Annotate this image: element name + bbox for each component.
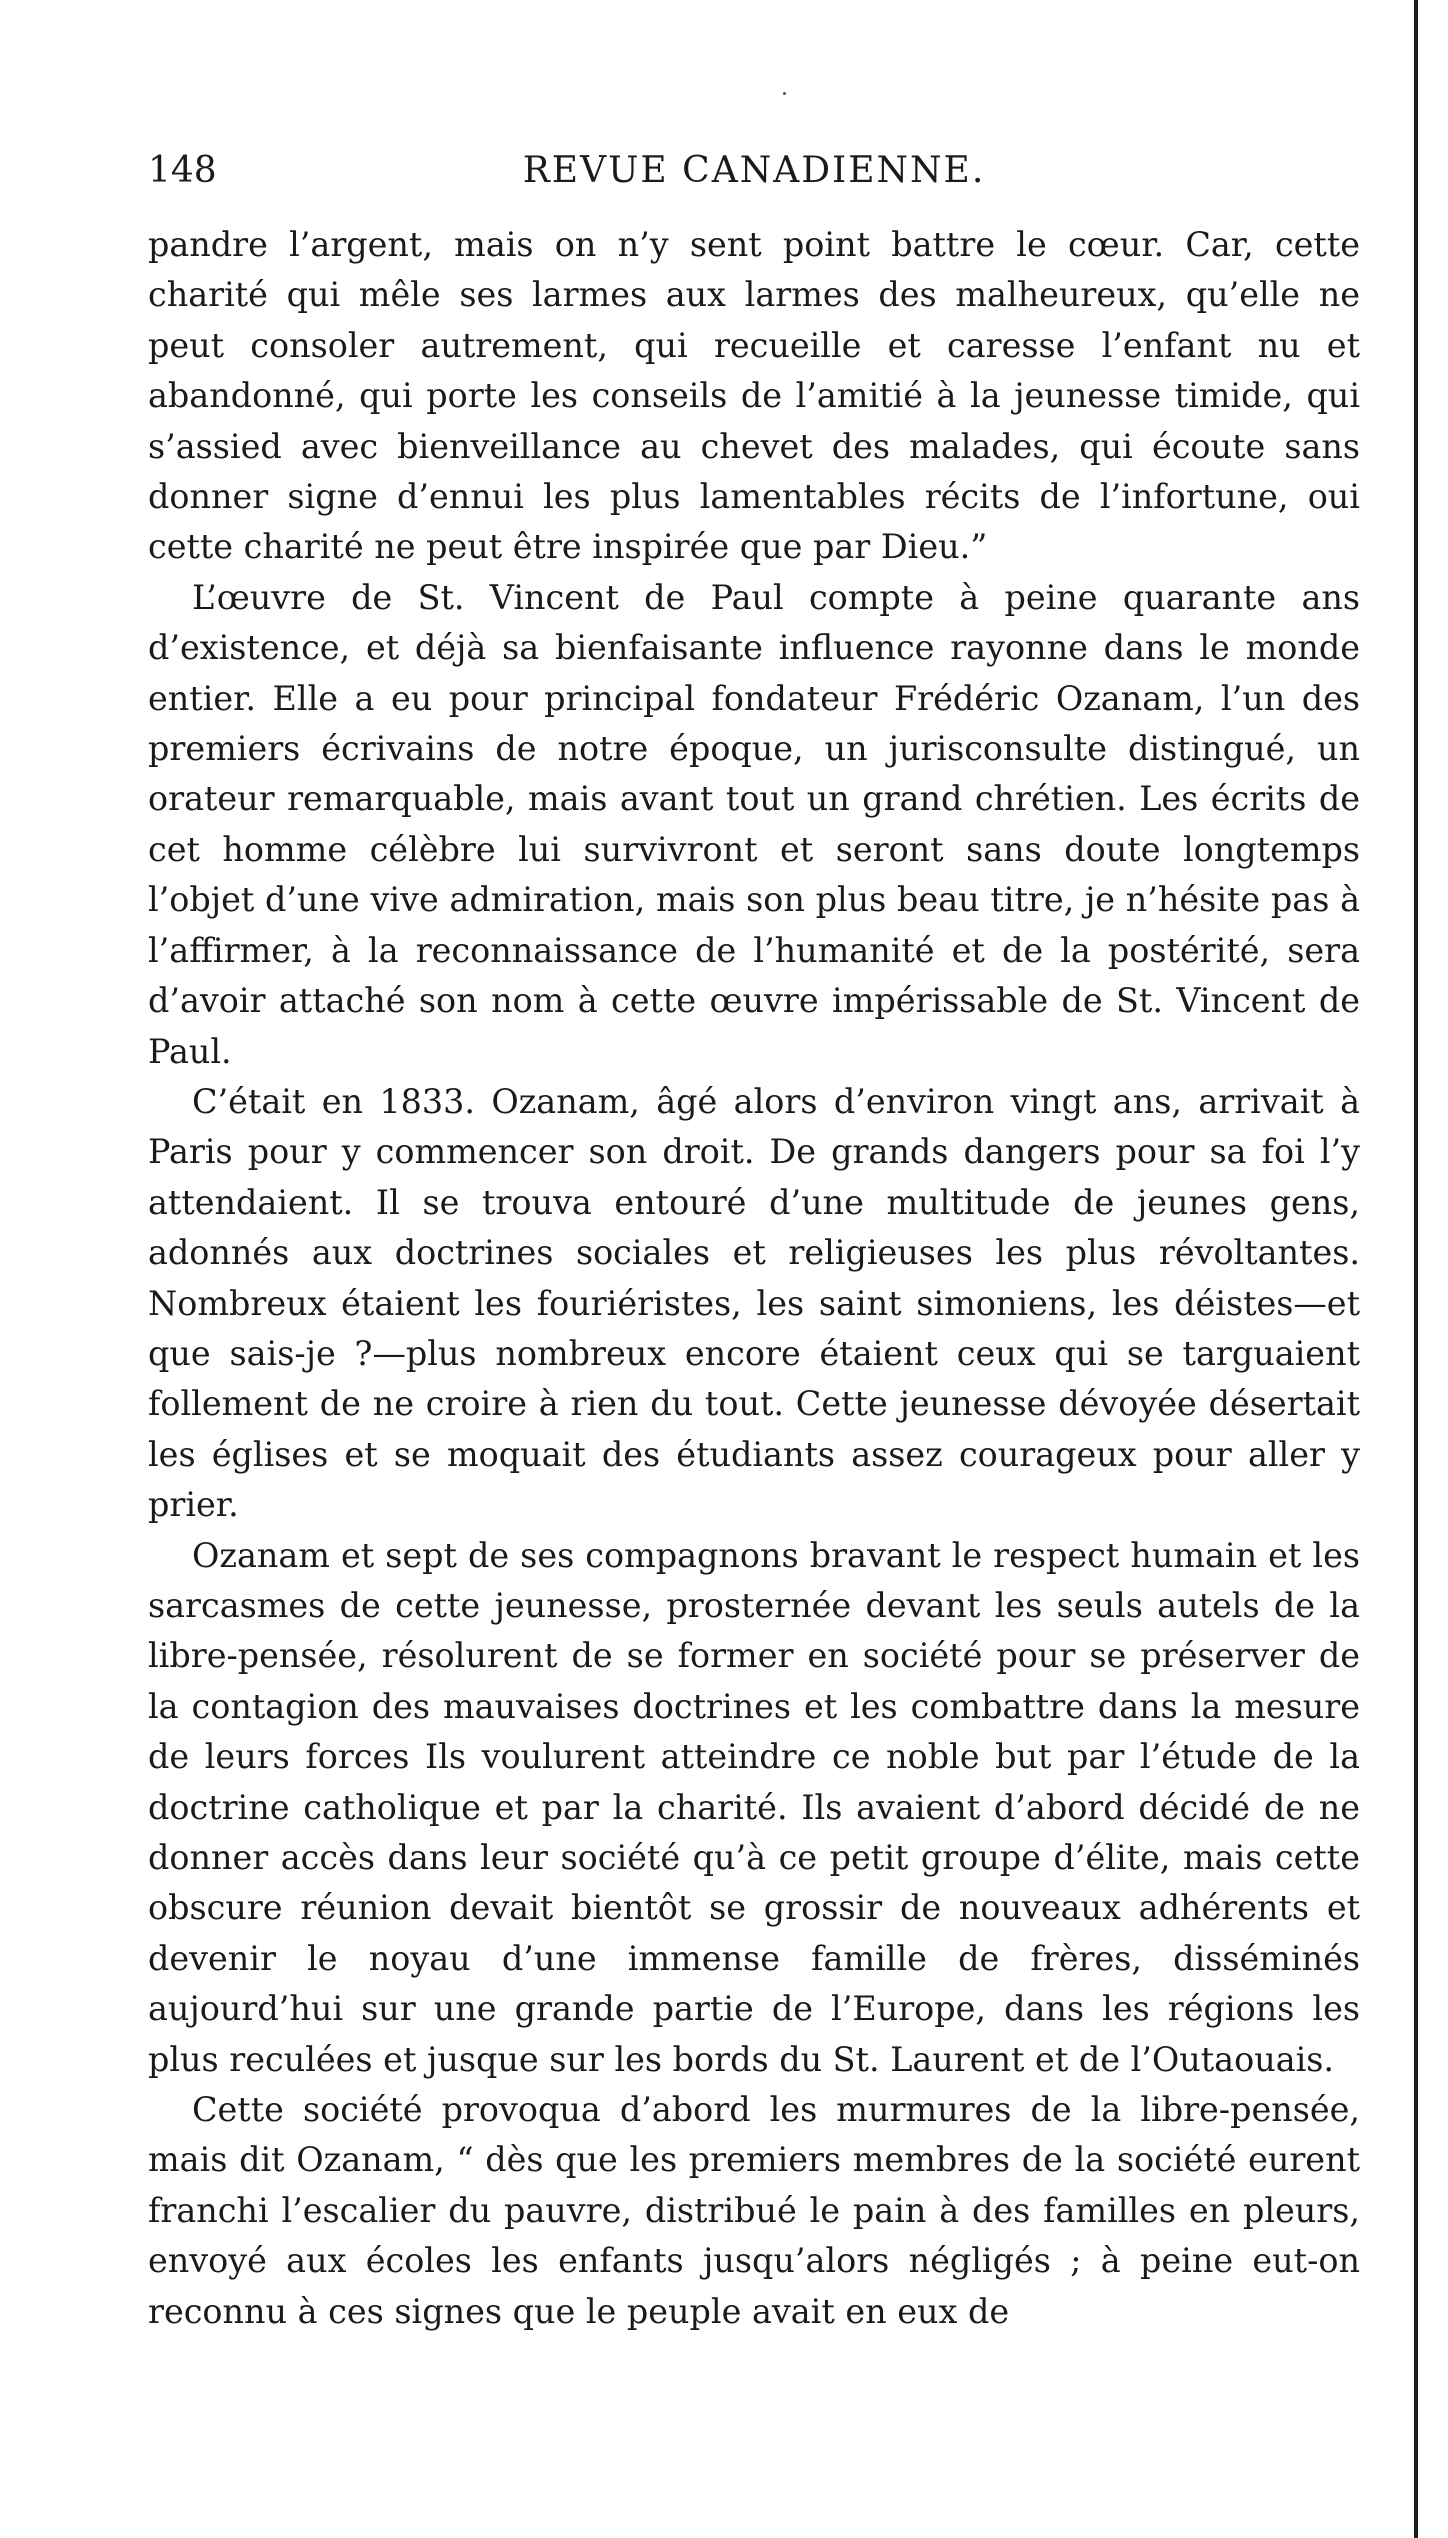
page-edge-rule: [1414, 0, 1418, 2538]
paragraph-oeuvre-history: L’œuvre de St. Vincent de Paul compte à peine quarante ans d’existence, et déjà sa bienfaisante influence rayonne dans le monde entier. Elle a eu pour principal fondateur Frédéric Ozanam, l’un des premiers écrivains de notre époque, un jurisconsulte distingué, un orateur remarquable, mais avant tout un grand chrétien. Les écrits de cet homme célèbre lui survivront et seront sans doute longtemps l’objet d’une vive admiration, mais son plus beau titre, je n’hésite pas à l’affirmer, à la reconnaissance de l’humanité et de la postérité, sera d’avoir attaché son nom à cette œuvre impérissable de St. Vincent de Paul.: [148, 577, 1360, 1071]
book-page: [148, 150, 1360, 2337]
body-text: [148, 220, 1360, 2337]
paragraph-ozanam-arrival: C’était en 1833. Ozanam, âgé alors d’environ vingt ans, arrivait à Paris pour y commencer son droit. De grands dangers pour sa foi l’y attendaient. Il se trouva entouré d’une multitude de jeunes gens, adonnés aux doctrines sociales et religieuses les plus révoltantes. Nombreux étaient les fouriéristes, les saint simoniens, les déistes—et que sais-je ?—plus nombreux encore étaient ceux qui se targuaient follement de ne croire à rien du tout. Cette jeunesse dévoyée désertait les églises et se moquait des étudiants assez courageux pour aller y prier.: [148, 1081, 1360, 1525]
page-header: [148, 150, 1360, 220]
paragraph-society-founding: Ozanam et sept de ses compagnons bravant le respect humain et les sarcasmes de cette jeunesse, prosternée devant les seuls autels de la libre-pensée, résolurent de se former en société pour se préserver de la contagion des mauvaises doctrines et les combattre dans la mesure de leurs forces Ils voulurent atteindre ce noble but par l’étude de la doctrine catholique et par la charité. Ils avaient d’abord décidé de ne donner accès dans leur société qu’à ce petit groupe d’élite, mais cette obscure réunion devait bientôt se grossir de nouveaux adhérents et devenir le noyau d’une immense famille de frères, disséminés aujourd’hui sur une grande partie de l’Europe, dans les régions les plus reculées et jusque sur les bords du St. Laurent et de l’Outaouais.: [148, 1535, 1360, 2079]
page-number: 148: [148, 150, 217, 191]
running-title: REVUE CANADIENNE.: [522, 150, 986, 191]
print-speck: [783, 92, 786, 95]
paragraph-society-reception: Cette société provoqua d’abord les murmures de la libre-pensée, mais dit Ozanam, “ dès que les premiers membres de la société eurent franchi l’escalier du pauvre, distribué le pain à des familles en pleurs, envoyé aux écoles les enfants jusqu’alors négligés ; à peine eut-on reconnu à ces signes que le peuple avait en eux de: [148, 2090, 1360, 2331]
paragraph-continuation: pandre l’argent, mais on n’y sent point battre le cœur. Car, cette charité qui mêle ses larmes aux larmes des malheureux, qu’elle ne peut consoler autrement, qui recueille et caresse l’enfant nu et abandonné, qui porte les conseils de l’amitié à la jeunesse timide, qui s’assied avec bienveillance au chevet des malades, qui écoute sans donner signe d’ennui les plus lamentables récits de l’infortune, oui cette charité ne peut être inspirée que par Dieu.”: [148, 225, 1360, 567]
